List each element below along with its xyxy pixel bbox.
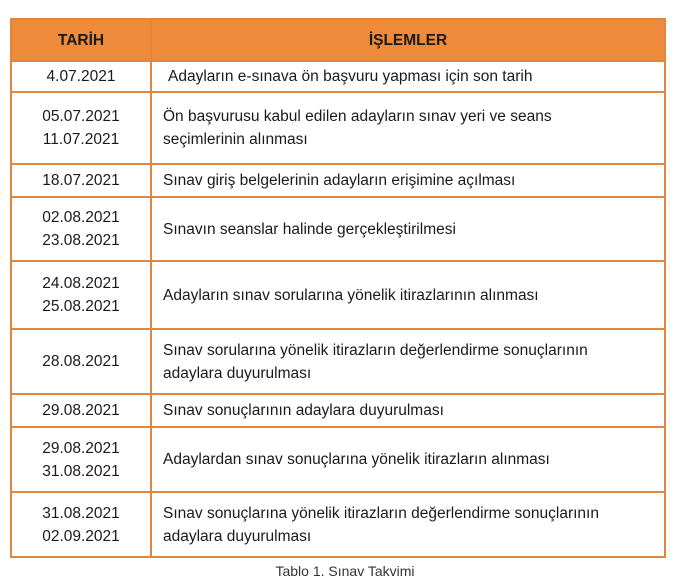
date-text: 11.07.2021 bbox=[42, 131, 120, 148]
date-text: 31.08.2021 bbox=[42, 504, 120, 522]
date-column-header: TARİH bbox=[11, 19, 151, 61]
date-text: 31.08.2021 bbox=[42, 462, 120, 480]
date-text: 02.08.2021 bbox=[42, 209, 120, 226]
table-row bbox=[11, 261, 665, 329]
operation-cell bbox=[151, 92, 665, 164]
operation-text: Sınav giriş belgelerinin adayların erişimine açılması bbox=[163, 172, 516, 189]
date-cell bbox=[11, 492, 151, 557]
date-text: 29.08.2021 bbox=[42, 439, 120, 457]
table-row bbox=[11, 427, 665, 492]
operation-cell bbox=[151, 427, 665, 492]
table-row bbox=[11, 164, 665, 197]
date-cell bbox=[11, 394, 151, 427]
operation-text: adaylara duyurulması bbox=[163, 364, 312, 382]
date-cell bbox=[11, 261, 151, 329]
date-text: 24.08.2021 bbox=[42, 275, 120, 292]
operation-text: Sınavın seanslar halinde gerçekleştirilmesi bbox=[163, 220, 456, 238]
table-row bbox=[11, 329, 665, 394]
operation-cell bbox=[151, 329, 665, 394]
table-header-row bbox=[11, 19, 665, 61]
operations-column-header: İŞLEMLER bbox=[151, 19, 665, 61]
table-row bbox=[11, 92, 665, 164]
date-cell bbox=[11, 427, 151, 492]
date-cell bbox=[11, 164, 151, 197]
operation-text: Adayların e-sınava ön başvuru yapması için son tarih bbox=[168, 68, 533, 85]
date-text: 28.08.2021 bbox=[42, 353, 120, 370]
table-row bbox=[11, 394, 665, 427]
date-cell bbox=[11, 61, 151, 92]
table-row bbox=[11, 197, 665, 261]
operation-text: Adaylardan sınav sonuçlarına yönelik itirazların alınması bbox=[163, 451, 550, 468]
date-text: 29.08.2021 bbox=[42, 402, 120, 419]
date-text: 18.07.2021 bbox=[42, 172, 120, 189]
operation-text: Ön başvurusu kabul edilen adayların sınav yeri ve seans bbox=[163, 108, 552, 125]
date-text: 4.07.2021 bbox=[46, 68, 116, 85]
date-text: 05.07.2021 bbox=[42, 108, 120, 125]
operation-text: Adayların sınav sorularına yönelik itirazlarının alınması bbox=[163, 286, 539, 304]
date-cell bbox=[11, 197, 151, 261]
date-cell bbox=[11, 329, 151, 394]
operation-cell bbox=[151, 164, 665, 197]
operation-text: Sınav sonuçlarının adaylara duyurulması bbox=[163, 402, 444, 419]
date-text: 02.09.2021 bbox=[42, 527, 120, 545]
date-text: 25.08.2021 bbox=[42, 298, 120, 315]
operation-cell bbox=[151, 394, 665, 427]
table-caption: Tablo 1. Sınav Takvimi bbox=[275, 563, 415, 579]
table-row bbox=[11, 61, 665, 92]
operation-text: adaylara duyurulması bbox=[163, 527, 312, 545]
table-row bbox=[11, 492, 665, 557]
date-cell bbox=[11, 92, 151, 164]
date-text: 23.08.2021 bbox=[42, 232, 120, 249]
operation-cell bbox=[151, 197, 665, 261]
operation-cell bbox=[151, 492, 665, 557]
operation-text: Sınav sorularına yönelik itirazların değerlendirme sonuçlarının bbox=[163, 341, 588, 359]
operation-cell bbox=[151, 61, 665, 92]
operation-cell bbox=[151, 261, 665, 329]
operation-text: seçimlerinin alınması bbox=[163, 131, 308, 148]
exam-schedule-table bbox=[10, 18, 666, 558]
operation-text: Sınav sonuçlarına yönelik itirazların değerlendirme sonuçlarının bbox=[163, 504, 599, 522]
